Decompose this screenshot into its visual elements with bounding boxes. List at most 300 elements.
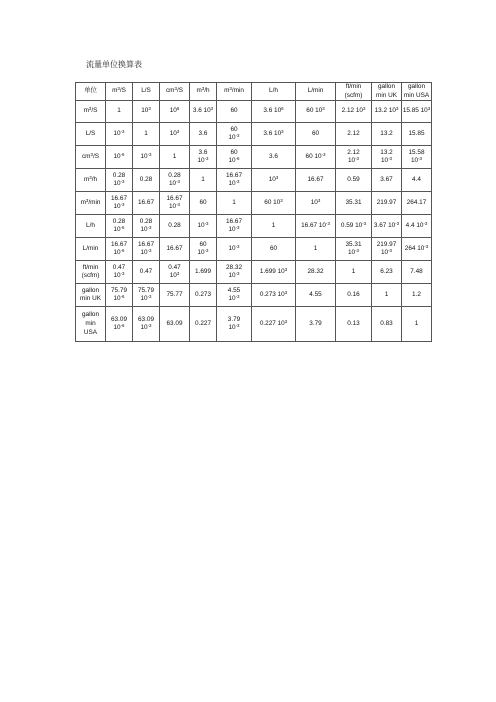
cell-text: 10 xyxy=(140,226,148,234)
cell-line xyxy=(160,87,189,96)
cell-text: 60 10 xyxy=(306,107,323,115)
exponent: -3 xyxy=(388,155,392,161)
cell-line xyxy=(133,295,159,304)
cell-text: 4.55 xyxy=(227,286,241,294)
cell-text: 0.227 10 xyxy=(259,319,285,327)
table-cell xyxy=(296,169,336,192)
exponent: -3 xyxy=(321,151,326,157)
cell-text: 0.59 xyxy=(347,175,360,183)
column-header-cell xyxy=(106,83,133,101)
cell-text: m xyxy=(224,87,230,95)
exponent: -6 xyxy=(120,224,125,230)
table-row xyxy=(76,101,432,123)
table-cell xyxy=(106,284,133,307)
table-cell xyxy=(190,261,217,284)
cell-line xyxy=(106,87,132,96)
cell-line xyxy=(252,245,295,254)
cell-text: 0.47 xyxy=(168,263,181,271)
cell-line xyxy=(106,226,132,235)
cell-text: (scfm) xyxy=(81,272,100,280)
cell-text: 1 xyxy=(144,129,148,137)
table-cell xyxy=(252,146,296,169)
cell-line xyxy=(160,245,189,254)
table-row xyxy=(76,261,432,284)
exponent: 3 xyxy=(284,289,288,295)
cell-line xyxy=(133,249,159,258)
exponent: 3 xyxy=(284,318,288,324)
exponent: -3 xyxy=(423,220,428,226)
cell-line xyxy=(217,264,251,273)
cell-line xyxy=(160,153,189,162)
table-cell xyxy=(252,307,296,342)
exponent: -3 xyxy=(424,243,429,249)
cell-text: 0.28 xyxy=(168,221,181,229)
cell-text: 60 xyxy=(199,198,207,206)
cell-text: 10 xyxy=(113,249,121,257)
cell-line xyxy=(160,272,189,281)
cell-text: /S xyxy=(176,87,184,95)
exponent: -3 xyxy=(325,220,330,226)
row-unit-cell xyxy=(76,101,106,123)
exponent: -3 xyxy=(395,220,400,226)
cell-text: gallon xyxy=(407,83,426,90)
cell-text: 0.83 xyxy=(380,319,393,327)
cell-text: 1 xyxy=(271,221,276,229)
table-cell xyxy=(336,169,372,192)
cell-line xyxy=(217,199,251,208)
column-header-cell xyxy=(336,83,372,101)
exponent: -3 xyxy=(235,132,240,138)
cell-text: 10 xyxy=(228,272,236,280)
cell-text: 1.2 xyxy=(412,290,421,298)
table-cell xyxy=(160,215,190,238)
cell-line xyxy=(217,295,251,304)
cell-text: 0.28 xyxy=(112,217,126,225)
cell-line xyxy=(217,107,251,116)
cell-line xyxy=(372,130,401,139)
table-cell xyxy=(372,123,402,146)
exponent: 6 xyxy=(176,106,180,112)
cell-line xyxy=(372,199,401,208)
table-cell xyxy=(106,169,133,192)
table-cell xyxy=(252,192,296,215)
cell-line xyxy=(402,92,431,101)
table-cell xyxy=(217,284,252,307)
table-cell xyxy=(217,215,252,238)
table-cell xyxy=(190,101,217,123)
cell-text: 10 xyxy=(228,180,236,188)
table-cell xyxy=(336,123,372,146)
cell-text: 1 xyxy=(172,152,177,160)
cell-text: 1 xyxy=(313,244,318,252)
cell-line xyxy=(372,320,401,329)
row-unit-cell xyxy=(76,169,106,192)
exponent: -3 xyxy=(147,293,152,299)
exponent: -3 xyxy=(235,224,240,230)
cell-line xyxy=(190,87,216,96)
table-cell xyxy=(402,192,432,215)
cell-text: 0.28 xyxy=(139,175,153,183)
cell-line xyxy=(336,130,371,139)
table-cell xyxy=(160,284,190,307)
cell-text: 60 10 xyxy=(305,152,322,160)
cell-text: 10 xyxy=(113,295,121,303)
cell-text: 1 xyxy=(384,290,389,298)
cell-text: L/S xyxy=(85,129,96,137)
cell-line xyxy=(336,92,371,101)
cell-line xyxy=(402,199,431,208)
table-cell xyxy=(217,238,252,261)
table-cell xyxy=(133,307,160,342)
cell-line xyxy=(133,324,159,333)
exponent: 3 xyxy=(90,151,93,157)
cell-line xyxy=(372,249,401,258)
cell-text: 10 xyxy=(228,226,236,234)
cell-line xyxy=(402,245,431,254)
cell-text: 15.85 10 xyxy=(402,107,428,115)
table-cell xyxy=(296,146,336,169)
cell-line xyxy=(252,222,295,231)
cell-line xyxy=(106,218,132,227)
table-row xyxy=(76,215,432,238)
cell-text: 10 xyxy=(169,272,177,280)
cell-line xyxy=(296,245,335,254)
table-cell xyxy=(106,123,133,146)
cell-line xyxy=(296,199,335,208)
table-cell xyxy=(296,238,336,261)
cell-line xyxy=(76,329,105,338)
table-cell xyxy=(372,284,402,307)
row-unit-cell xyxy=(76,123,106,146)
cell-text: 13.2 10 xyxy=(374,107,396,115)
table-cell xyxy=(217,146,252,169)
cell-line xyxy=(76,107,105,116)
cell-text: 10 xyxy=(380,249,389,257)
cell-text: 10 xyxy=(169,129,177,137)
exponent: 3 xyxy=(88,106,92,112)
exponent: 3 xyxy=(362,106,366,112)
cell-line xyxy=(402,149,431,158)
cell-line xyxy=(296,87,335,96)
table-cell xyxy=(252,261,296,284)
exponent: -3 xyxy=(120,201,125,207)
cell-text: 10 xyxy=(228,295,236,303)
table-cell xyxy=(190,307,217,342)
cell-line xyxy=(336,199,371,208)
cell-text: 16.67 xyxy=(226,171,242,179)
cell-text: 0.28 xyxy=(139,217,153,225)
cell-text: L/h xyxy=(269,87,278,95)
cell-text: 10 xyxy=(113,226,121,234)
cell-line xyxy=(160,222,189,231)
cell-text: 0.59 10 xyxy=(340,221,363,229)
cell-text: 2.12 10 xyxy=(341,107,363,115)
table-cell xyxy=(296,284,336,307)
table-row xyxy=(76,284,432,307)
table-cell xyxy=(336,307,372,342)
cell-line xyxy=(190,107,216,116)
column-header-cell xyxy=(252,83,296,101)
cell-text: 15.85 xyxy=(408,129,425,137)
cell-line xyxy=(372,157,401,166)
cell-text: cm xyxy=(165,87,175,95)
exponent: -3 xyxy=(235,178,240,184)
cell-line xyxy=(252,176,295,185)
table-cell xyxy=(160,169,190,192)
cell-text: L/S xyxy=(141,87,151,95)
exponent: 3 xyxy=(229,85,232,91)
cell-text: 35.31 xyxy=(345,240,362,248)
cell-text: 7.48 xyxy=(410,267,423,275)
cell-text: 1 xyxy=(414,319,419,327)
cell-text: /S xyxy=(92,152,100,160)
exponent: 6 xyxy=(281,106,284,112)
table-cell xyxy=(252,101,296,123)
cell-text: 10 xyxy=(228,134,236,142)
table-cell xyxy=(372,238,402,261)
cell-line xyxy=(336,291,371,300)
cell-line xyxy=(160,203,189,212)
table-row xyxy=(76,238,432,261)
cell-text: 16.67 xyxy=(138,198,154,206)
cell-line xyxy=(76,130,105,139)
cell-line xyxy=(76,311,105,320)
cell-line xyxy=(160,320,189,329)
cell-text: 10 xyxy=(347,249,356,257)
cell-text: 16.67 xyxy=(307,175,324,183)
cell-text: 3.6 10 xyxy=(263,107,282,115)
cell-text: 10 xyxy=(140,249,148,257)
cell-text: min UK xyxy=(376,91,397,99)
cell-line xyxy=(133,218,159,227)
table-cell xyxy=(190,146,217,169)
cell-text: 0.273 10 xyxy=(259,290,285,298)
cell-line xyxy=(336,268,371,277)
row-unit-cell xyxy=(76,238,106,261)
cell-line xyxy=(160,172,189,181)
cell-text: 16.67 xyxy=(226,217,242,225)
table-cell xyxy=(133,169,160,192)
cell-line xyxy=(296,291,335,300)
table-cell xyxy=(402,284,432,307)
table-cell xyxy=(190,169,217,192)
cell-text: 1.699 10 xyxy=(259,267,285,275)
cell-line xyxy=(160,107,189,116)
exponent: 3 xyxy=(280,197,283,203)
cell-line xyxy=(76,272,105,281)
table-cell xyxy=(160,261,190,284)
cell-text: 10 xyxy=(228,157,236,165)
cell-text: 13.2 xyxy=(380,148,393,156)
cell-text: min USA xyxy=(403,91,430,99)
cell-text: (scfm) xyxy=(344,91,363,99)
table-cell xyxy=(133,261,160,284)
cell-text: 75.79 xyxy=(111,286,127,294)
cell-text: 10 xyxy=(268,175,276,183)
cell-text: /min xyxy=(88,198,101,206)
cell-text: 63.09 xyxy=(138,315,154,323)
cell-text: 0.28 xyxy=(112,171,126,179)
table-cell xyxy=(252,284,296,307)
table-row xyxy=(76,123,432,146)
cell-line xyxy=(296,176,335,185)
cell-line xyxy=(106,249,132,258)
cell-line xyxy=(402,291,431,300)
cell-text: 264.17 xyxy=(406,198,427,206)
cell-text: 10 xyxy=(169,107,177,115)
cell-line xyxy=(296,222,335,231)
cell-text: 1 xyxy=(201,175,205,183)
cell-line xyxy=(217,324,251,333)
table-cell xyxy=(190,284,217,307)
exponent: -3 xyxy=(204,155,209,161)
cell-text: 75.79 xyxy=(138,286,154,294)
exponent: 3 xyxy=(317,197,321,203)
table-cell xyxy=(217,123,252,146)
cell-text: 3.67 10 xyxy=(373,221,396,229)
cell-text: /min xyxy=(231,87,244,95)
cell-line xyxy=(106,195,132,204)
table-cell xyxy=(402,169,432,192)
cell-line xyxy=(402,130,431,139)
cell-line xyxy=(252,320,295,329)
table-cell xyxy=(133,215,160,238)
table-cell xyxy=(106,307,133,342)
cell-line xyxy=(190,291,216,300)
cell-text: 16.67 xyxy=(111,194,127,202)
table-cell xyxy=(402,215,432,238)
cell-text: 1 xyxy=(232,198,236,206)
cell-line xyxy=(402,107,431,116)
table-cell xyxy=(336,238,372,261)
cell-text: 60 10 xyxy=(264,198,281,206)
exponent: 3 xyxy=(176,270,180,276)
cell-line xyxy=(217,272,251,281)
table-cell xyxy=(372,215,402,238)
cell-line xyxy=(190,199,216,208)
cell-text: 0.28 xyxy=(168,171,181,179)
cell-text: 16.67 xyxy=(138,240,154,248)
cell-line xyxy=(217,316,251,325)
cell-line xyxy=(336,176,371,185)
cell-line xyxy=(106,130,132,139)
column-header-cell xyxy=(296,83,336,101)
cell-text: 63.09 xyxy=(166,319,183,327)
cell-text: 3.79 xyxy=(227,315,241,323)
table-cell xyxy=(402,101,432,123)
cell-line xyxy=(190,149,216,158)
table-cell xyxy=(336,284,372,307)
cell-text: m xyxy=(196,87,202,95)
row-unit-cell xyxy=(76,307,106,342)
cell-text: 63.09 xyxy=(111,315,127,323)
cell-text: 60 xyxy=(230,107,238,115)
table-cell xyxy=(296,215,336,238)
exponent: -3 xyxy=(388,247,392,253)
table-row xyxy=(76,169,432,192)
cell-line xyxy=(217,149,251,158)
exponent: -6 xyxy=(235,155,240,161)
cell-text: 0.227 xyxy=(195,319,211,327)
cell-text: 60 xyxy=(230,148,238,156)
cell-text: 4.4 10 xyxy=(405,221,424,229)
cell-text: 16.67 xyxy=(111,240,127,248)
cell-line xyxy=(217,245,251,254)
exponent: 3 xyxy=(427,106,431,112)
cell-line xyxy=(160,130,189,139)
exponent: 3 xyxy=(210,106,214,112)
table-cell xyxy=(252,215,296,238)
exponent: -3 xyxy=(147,247,152,253)
table-cell xyxy=(336,101,372,123)
exponent: -3 xyxy=(147,224,152,230)
cell-text: 16.67 10 xyxy=(301,221,326,229)
cell-line xyxy=(106,287,132,296)
cell-text: 0.273 xyxy=(195,290,211,298)
cell-line xyxy=(252,268,295,277)
cell-text: 10 xyxy=(197,157,205,165)
cell-text: 28.32 xyxy=(307,267,324,275)
table-cell xyxy=(336,261,372,284)
cell-text: 10 xyxy=(113,180,121,188)
cell-line xyxy=(106,153,132,162)
cell-line xyxy=(296,153,335,162)
table-cell xyxy=(296,123,336,146)
cell-text: L/h xyxy=(86,221,95,229)
cell-line xyxy=(252,107,295,116)
cell-line xyxy=(106,316,132,325)
cell-line xyxy=(133,316,159,325)
table-cell xyxy=(252,169,296,192)
column-header-cell xyxy=(372,83,402,101)
cell-text: 60 xyxy=(311,129,320,137)
cell-line xyxy=(106,203,132,212)
table-cell xyxy=(106,215,133,238)
table-cell xyxy=(336,192,372,215)
cell-text: 10 xyxy=(228,324,236,332)
table-cell xyxy=(372,192,402,215)
cell-text: 10 xyxy=(140,152,148,160)
cell-text: 1.699 xyxy=(195,267,211,275)
table-cell xyxy=(372,307,402,342)
exponent: 3 xyxy=(117,85,120,91)
table-cell xyxy=(160,238,190,261)
cell-line xyxy=(217,126,251,135)
cell-text: 3.6 10 xyxy=(263,129,282,137)
header-row xyxy=(76,83,432,101)
exponent: -6 xyxy=(120,293,125,299)
cell-line xyxy=(160,264,189,273)
table-cell xyxy=(252,238,296,261)
cell-text: 10 xyxy=(113,129,121,137)
exponent: 3 xyxy=(281,128,284,134)
cell-line xyxy=(372,268,401,277)
cell-text: 219.97 xyxy=(376,198,397,206)
exponent: 3 xyxy=(275,174,279,180)
table-cell xyxy=(106,146,133,169)
row-unit-cell xyxy=(76,192,106,215)
table-cell xyxy=(296,307,336,342)
exponent: -3 xyxy=(235,270,240,276)
table-cell xyxy=(190,123,217,146)
exponent: 3 xyxy=(201,85,205,91)
cell-line xyxy=(133,153,159,162)
table-cell xyxy=(106,261,133,284)
cell-line xyxy=(190,241,216,250)
cell-line xyxy=(76,264,105,273)
cell-text: gallon xyxy=(81,311,100,319)
cell-text: /h xyxy=(91,175,98,183)
